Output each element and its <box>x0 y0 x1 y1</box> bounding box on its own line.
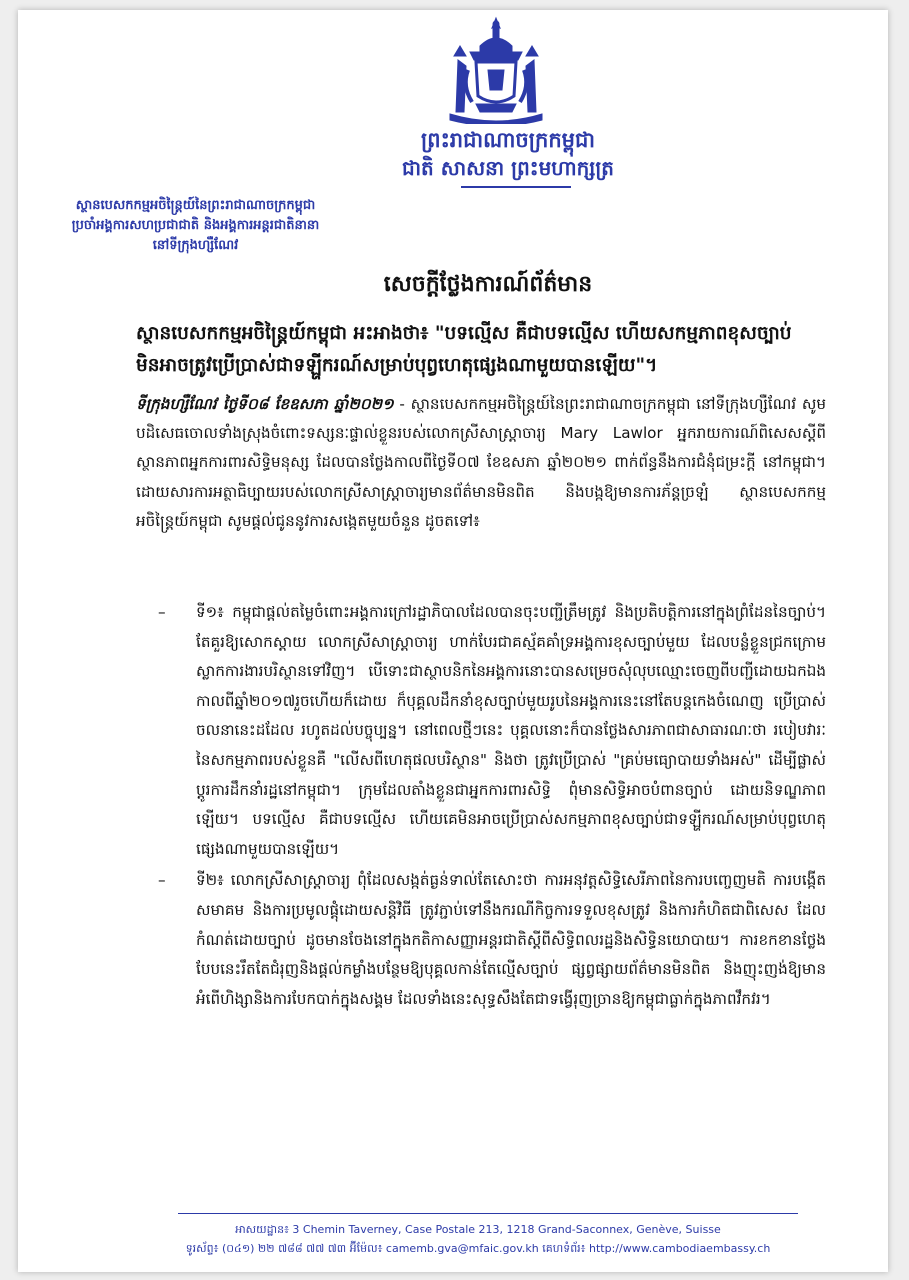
document-page <box>18 10 888 1272</box>
footer-contacts <box>118 1239 838 1258</box>
address-label: អាសយដ្ឋាន៖ <box>235 1223 289 1236</box>
website-label: គេហទំព័រ៖ <box>542 1242 586 1255</box>
point-text: ទី១៖ កម្ពុជាផ្តល់តម្លៃចំពោះអង្គការក្រៅរដ្ឋាភិបាលដែលបានចុះបញ្ជីត្រឹមត្រូវ និងប្រតិបត្តិការនៅក្នុងព្រំដែននៃច្បាប់។ តែគួរឱ្យសោកស្តាយ លោកស្រីសាស្ត្រាចារ្យ ហាក់បែរជាគស្ម័គគាំទ្រអង្គការខុសច្បាប់មួយ ដែលបន្លំខ្លួនជ្រកក្រោមស្លាកការងារបរិស្ថានទៅវិញ។ បើទោះជាស្ថាបនិកនៃអង្គការនោះបានសម្រេចសុំលុបឈ្មោះចេញពីបញ្ជីដោយឯកឯងកាលពីឆ្នាំ២០១៧រួចហើយក៏ដោយ ក៏បុគ្គលដឹកនាំខុសច្បាប់មួយរូបនៃអង្គការនេះនៅតែបន្តកេងចំណេញ ប្រើប្រាស់ចលនានេះដដែល រហូតដល់បច្ចុប្បន្ន។ នៅពេលថ្មីៗនេះ បុគ្គលនោះក៏បានថ្លែងសារភាពជាសាធារណៈថា របៀបវារៈនៃសកម្មភាពរបស់ខ្លួនគឺ "លើសពីហេតុផលបរិស្ថាន" និងថា ត្រូវប្រើប្រាស់ "គ្រប់មធ្យោបាយទាំងអស់" ដើម្បីផ្លាស់ប្តូរការដឹកនាំរដ្ឋនៅកម្ពុជា។ ក្រុមដែលតាំងខ្លួនជាអ្នកការពារសិទ្ធិ ពុំមានសិទ្ធិអាចបំពានច្បាប់ ដោយនិទណ្ឌភាពឡើយ។ បទល្មើស គឺជាបទល្មើស ហើយគេមិនអាចប្រើប្រាស់សកម្មភាពខុសច្បាប់ជាទឡ្ហីករណ៍សម្រាប់បុព្វហេតុផ្សេងណាមួយបានឡើយ។ <box>196 603 826 858</box>
email-label: អ៊ីម៉ែល៖ <box>349 1242 383 1255</box>
bullet-dash: – <box>158 871 166 890</box>
list-item <box>158 598 826 864</box>
footer-address <box>118 1220 838 1239</box>
footer <box>118 1220 838 1258</box>
address-text: 3 Chemin Taverney, Case Postale 213, 1218 Grand-Saconnex, Genève, Suisse <box>292 1223 721 1236</box>
phone-text: (០៤១) ២២ ៧៨៨ ៧៧ ៧៣ <box>221 1242 347 1255</box>
header-divider <box>461 186 571 188</box>
national-motto: ជាតិ សាសនា ព្រះមហាក្សត្រ <box>402 156 614 180</box>
point-text: ទី២៖ លោកស្រីសាស្ត្រាចារ្យ ពុំដែលសង្កត់ធ្ងន់ទាល់តែសោះថា ការអនុវត្តសិទ្ធិសេរីភាពនៃការបញ្ចេញមតិ ការបង្កើតសមាគម និងការប្រមូលផ្តុំដោយសន្តិវិធី ត្រូវភ្ជាប់ទៅនឹងករណីកិច្ចការទទួលខុសត្រូវ និងការកំហិតជាពិសេស ដែលកំណត់ដោយច្បាប់ ដូចមានចែងនៅក្នុងកតិកាសញ្ញាអន្តរជាតិស្តីពីសិទ្ធិពលរដ្ឋនិងសិទ្ធិនយោបាយ។ ការខកខានថ្លែងបែបនេះរឹតតែជំរុញនិងផ្តល់កម្លាំងបន្ថែមឱ្យបុគ្គលកាន់តែល្មើសច្បាប់ ផ្សព្វផ្សាយព័ត៌មានមិនពិត និងញុះញង់ឱ្យមានអំពើហិង្សានិងការបែកបាក់ក្នុងសង្គម ដែលទាំងនេះសុទ្ធសឹងតែជាទង្វើរុញច្រានឱ្យកម្ពុជាធ្លាក់ក្នុងភាពវឹកវរ។ <box>196 871 826 1008</box>
email-link[interactable]: camemb.gva@mfaic.gov.kh <box>385 1242 539 1255</box>
headline-line: មិនអាចត្រូវប្រើប្រាស់ជាទឡ្ហីករណ៍សម្រាប់បុព្វហេតុផ្សេងណាមួយបានឡើយ"។ <box>136 355 658 376</box>
points-list <box>158 598 826 1014</box>
headline-line: ស្ថានបេសកកម្មអចិន្ត្រៃយ៍កម្ពុជា អះអាងថា៖ "បទល្មើស គឺជាបទល្មើស ហើយសកម្មភាពខុសច្បាប់ <box>136 323 792 344</box>
website-link[interactable]: http://www.cambodiaembassy.ch <box>589 1242 771 1255</box>
footer-divider <box>178 1213 798 1214</box>
mission-line: ប្រចាំអង្គការសហប្រជាជាតិ និងអង្គការអន្តរជាតិនានា <box>71 218 320 233</box>
lead-paragraph <box>136 390 826 536</box>
list-item <box>158 866 826 1014</box>
press-headline <box>136 318 826 382</box>
dateline-separator: - <box>393 395 411 413</box>
mission-line: នៅទីក្រុងហ្សឺណែវ <box>152 238 239 253</box>
lead-text: ស្ថានបេសកកម្មអចិន្ត្រៃយ៍នៃព្រះរាជាណាចក្រកម្ពុជា នៅទីក្រុងហ្សឺណែវ សូមបដិសេធចោលទាំងស្រុងចំពោះទស្សនៈផ្ទាល់ខ្លួនរបស់លោកស្រីសាស្ត្រាចារ្យ Mary Lawlor អ្នករាយការណ៍ពិសេសស្តីពី ស្ថានភាពអ្នកការពារសិទ្ធិមនុស្ស ដែលបានថ្លែងកាលពីថ្ងៃទី០៧ ខែឧសភា ឆ្នាំ២០២១ ពាក់ព័ន្ធនឹងការជំនុំជម្រះក្តី នៅកម្ពុជា។ ដោយសារការអត្ថាធិប្បាយរបស់លោកស្រីសាស្ត្រាចារ្យមានព័ត៌មានមិនពិត និងបង្កឱ្យមានការភ័ន្តច្រឡំ ស្ថានបេសកកម្មអចិន្ត្រៃយ៍កម្ពុជា សូមផ្តល់ជូននូវការសង្កេតមួយចំនួន ដូចតទៅ៖ <box>136 395 826 530</box>
dateline: ទីក្រុងហ្សឺណែវ ថ្ងៃទី០៨ ខែឧសភា ឆ្នាំ២០២១ <box>136 395 394 413</box>
kingdom-heading <box>318 126 698 182</box>
royal-coat-of-arms-icon <box>436 16 556 124</box>
phone-label: ទូរស័ព្ទ៖ <box>185 1242 219 1255</box>
document-title: សេចក្តីថ្លែងការណ៍ព័ត៌មាន <box>383 272 593 297</box>
mission-heading <box>38 196 353 256</box>
mission-line: ស្ថានបេសកកម្មអចិន្ត្រៃយ៍នៃព្រះរាជាណាចក្រកម្ពុជា <box>75 198 316 213</box>
bullet-dash: – <box>158 603 166 621</box>
kingdom-name: ព្រះរាជាណាចក្រកម្ពុជា <box>420 127 595 152</box>
